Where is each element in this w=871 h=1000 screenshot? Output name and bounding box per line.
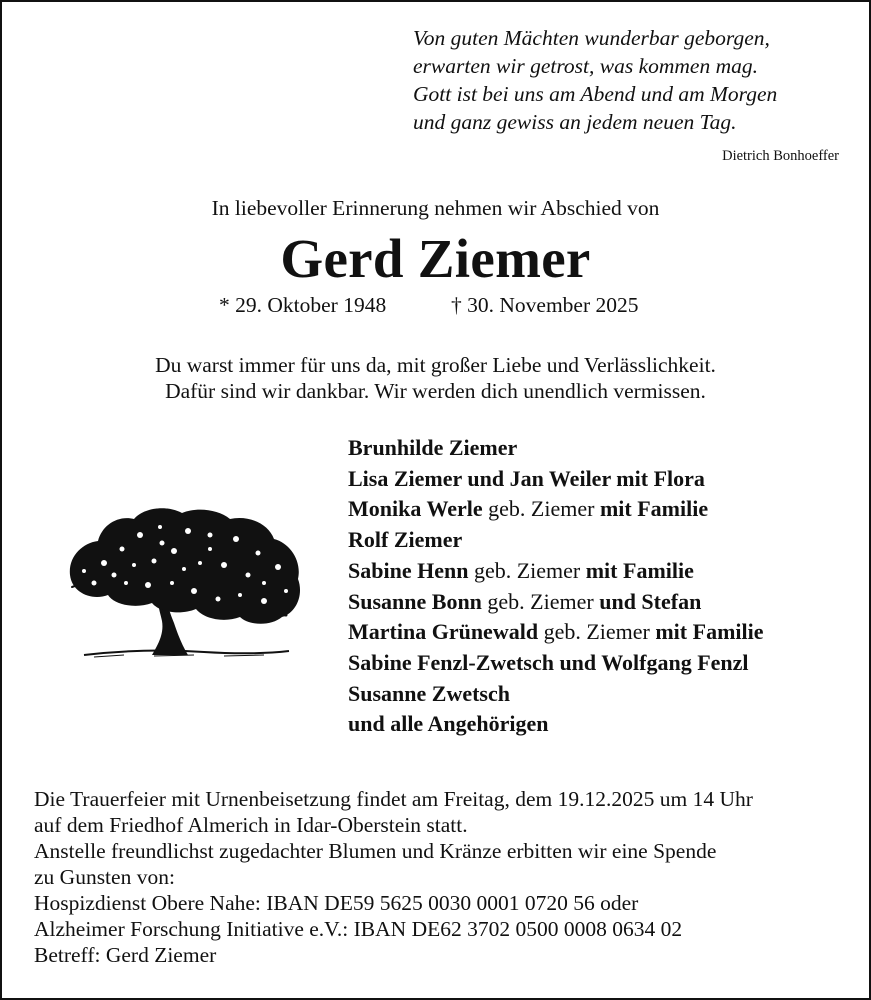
- message-line: Dafür sind wir dankbar. Wir werden dich unendlich vermissen.: [165, 379, 706, 403]
- details-line: Anstelle freundlichst zugedachter Blumen und Kränze erbitten wir eine Spende: [34, 839, 717, 863]
- details-line: Die Trauerfeier mit Urnenbeisetzung findet am Freitag, dem 19.12.2025 um 14 Uhr: [34, 787, 753, 811]
- family-list: [348, 433, 764, 740]
- poem-line: Von guten Mächten wunderbar geborgen,: [413, 26, 770, 50]
- family-member: [348, 587, 764, 618]
- poem-line: und ganz gewiss an jedem neuen Tag.: [413, 110, 737, 134]
- family-member-name: Susanne Bonn: [348, 588, 482, 614]
- family-member-name: Monika Werle: [348, 496, 483, 522]
- family-member: [348, 617, 764, 648]
- family-member: Sabine Fenzl-Zwetsch und Wolfgang Fenzl: [348, 649, 749, 675]
- details-line: Betreff: Gerd Ziemer: [34, 943, 217, 967]
- farewell-message: [2, 352, 869, 404]
- family-member: [348, 556, 764, 587]
- family-member: [348, 494, 764, 525]
- details-line: Hospizdienst Obere Nahe: IBAN DE59 5625 0030 0001 0720 56 oder: [34, 891, 639, 915]
- details-line: auf dem Friedhof Almerich in Idar-Oberstein statt.: [34, 813, 468, 837]
- family-member-nee: geb. Ziemer: [538, 619, 656, 645]
- family-member-name: Sabine Henn: [348, 557, 469, 583]
- funeral-details: [34, 786, 753, 968]
- details-line: Alzheimer Forschung Initiative e.V.: IBAN DE62 3702 0500 0008 0634 02: [34, 917, 683, 941]
- family-member: Brunhilde Ziemer: [348, 435, 518, 460]
- message-line: Du warst immer für uns da, mit großer Liebe und Verlässlichkeit.: [155, 353, 716, 377]
- family-member-suffix: mit Familie: [655, 619, 764, 645]
- family-member-name: Martina Grünewald: [348, 619, 539, 645]
- family-member-suffix: mit Familie: [599, 496, 709, 522]
- family-member: Lisa Ziemer und Jan Weiler mit Flora: [348, 465, 705, 491]
- poem-quote: [413, 24, 853, 136]
- family-member: Susanne Zwetsch: [348, 680, 510, 706]
- intro-text: In liebevoller Erinnerung nehmen wir Abschied von: [211, 196, 660, 220]
- birth-date: * 29. Oktober 1948: [219, 293, 387, 317]
- tree-icon: [64, 505, 304, 660]
- family-member-suffix: mit Familie: [585, 557, 694, 583]
- poem-line: Gott ist bei uns am Abend und am Morgen: [413, 82, 778, 106]
- family-member-nee: geb. Ziemer: [468, 557, 586, 583]
- poem-author: Dietrich Bonhoeffer: [722, 148, 839, 164]
- deceased-name: Gerd Ziemer: [280, 228, 591, 289]
- family-member: Rolf Ziemer: [348, 527, 463, 553]
- family-member-nee: geb. Ziemer: [481, 588, 600, 614]
- tree-foliage: [70, 508, 300, 624]
- family-member-suffix: und Stefan: [599, 588, 702, 614]
- family-member: und alle Angehörigen: [348, 711, 549, 737]
- family-member-nee: geb. Ziemer: [482, 496, 600, 522]
- poem-line: erwarten wir getrost, was kommen mag.: [413, 54, 758, 78]
- details-line: zu Gunsten von:: [34, 865, 175, 889]
- death-date: † 30. November 2025: [451, 293, 639, 317]
